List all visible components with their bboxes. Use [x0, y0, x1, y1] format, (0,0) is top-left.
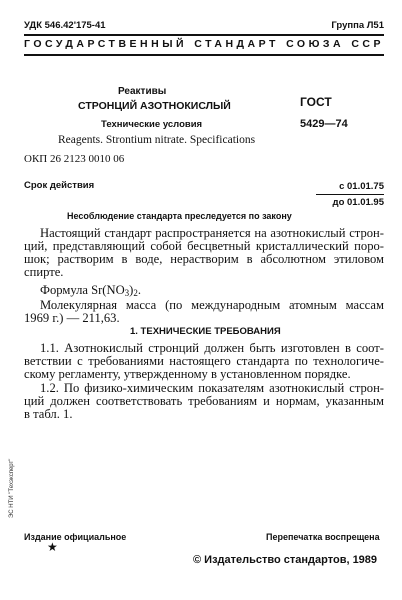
intro-line-2: ций, представляющий собой бесцветный кристаллический поро- [24, 239, 384, 253]
mass-line-2: 1969 г.) — 211,63. [24, 311, 120, 325]
clause-1-1 [24, 342, 384, 381]
chemical-formula [40, 283, 141, 298]
clause-1-1-line-3: скому регламенту, утвержденному в установленном порядке. [24, 367, 351, 381]
header-rule-top [24, 34, 384, 36]
okp-code: ОКП 26 2123 0010 06 [24, 153, 125, 165]
document-subtitle: Технические условия [101, 119, 203, 130]
section-heading: 1. ТЕХНИЧЕСКИЕ ТРЕБОВАНИЯ [130, 326, 281, 337]
intro-line-4: спирте. [24, 265, 64, 279]
clause-1-1-line-2: ветствии с требованиями настоящего стандарта по технологиче- [24, 354, 384, 368]
legal-notice: Несоблюдение стандарта преследуется по закону [67, 211, 292, 221]
clause-1-2-line-3: в табл. 1. [24, 407, 73, 421]
clause-1-2 [24, 382, 384, 421]
formula-subscript-nitrate: 3 [124, 288, 130, 298]
validity-to: до 01.01.95 [332, 197, 384, 208]
formula-end: . [137, 283, 142, 297]
group-code: Группа Л51 [331, 20, 384, 31]
validity-divider [316, 194, 384, 195]
molecular-mass [24, 299, 384, 325]
side-watermark: ЭС НТИ "Техэксперт" [9, 458, 15, 518]
formula-prefix: Формула Sr(NO [40, 283, 125, 297]
clause-1-1-line-1: 1.1. Азотнокислый стронций должен быть изготовлен в соот- [40, 341, 384, 355]
category-label: Реактивы [118, 86, 167, 97]
clause-1-2-line-2: ций должен соответствовать требованиям и нормам, указанным [24, 394, 384, 408]
english-title: Reagents. Strontium nitrate. Specifications [58, 134, 256, 146]
formula-close: ) [129, 283, 134, 297]
intro-paragraph [24, 227, 384, 279]
intro-line-3: шок; растворим в воде, нерастворим в абсолютном этиловом [24, 252, 384, 266]
product-name: СТРОНЦИЙ АЗОТНОКИСЛЫЙ [78, 100, 231, 112]
validity-from: с 01.01.75 [339, 181, 384, 192]
validity-label: Срок действия [24, 180, 95, 191]
gost-label: ГОСТ [300, 95, 332, 109]
udk-code: УДК 546.42'175-41 [24, 20, 106, 31]
official-edition: Издание официальное [24, 532, 127, 542]
intro-line-1: Настоящий стандарт распространяется на азотнокислый строн- [40, 226, 384, 240]
standard-title: ГОСУДАРСТВЕННЫЙ СТАНДАРТ СОЮЗА ССР [24, 38, 384, 50]
gost-number: 5429—74 [300, 118, 348, 130]
formula-subscript-count: 2 [133, 288, 138, 298]
reprint-notice: Перепечатка воспрещена [266, 532, 380, 542]
copyright: © Издательство стандартов, 1989 [193, 554, 378, 566]
clause-1-2-line-1: 1.2. По физико-химическим показателям азотнокислый строн- [40, 381, 384, 395]
mass-line-1: Молекулярная масса (по международным атомным массам [40, 298, 384, 312]
star-icon: ★ [47, 540, 58, 554]
header-rule-bottom [24, 54, 384, 56]
